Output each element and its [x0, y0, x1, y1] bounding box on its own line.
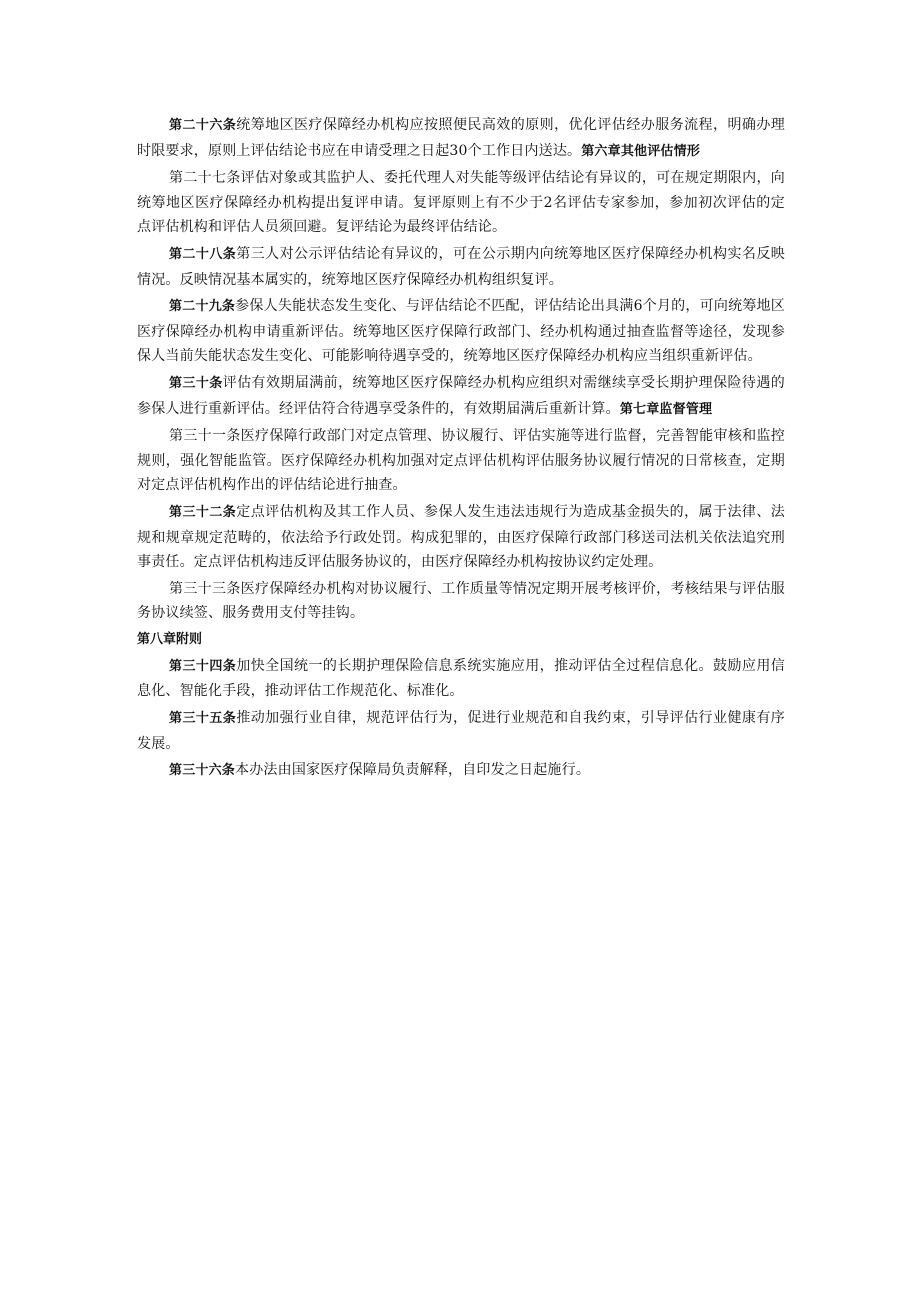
- article-text: 评估有效期届满前，统筹地区医疗保障经办机构应组织对需继续享受长期护理保险待遇的参保人进行重新评估。经评估符合待遇享受条件的，有效期届满后重新计算。: [137, 374, 785, 417]
- article-30: [137, 371, 785, 422]
- article-32: [137, 500, 785, 575]
- article-text: 本办法由国家医疗保障局负责解释，自印发之日起施行。: [235, 762, 591, 779]
- article-text: 推动加强行业自律，规范评估行为，促进行业规范和自我约束，引导评估行业健康有序发展。: [137, 710, 785, 752]
- article-28: [137, 242, 785, 292]
- chapter-heading-7: 第七章监督管理: [619, 401, 713, 417]
- article-label: 第三十四条: [169, 658, 237, 674]
- article-text: 医疗保障行政部门对定点管理、协议履行、评估实施等进行监督，完善智能审核和监控规则，强化智能监管。医疗保障经办机构加强对定点评估机构评估服务协议履行情况的日常核查，定期对定点评估机构作出的评估结论进行抽查。: [137, 428, 786, 494]
- article-label: 第三十条: [169, 375, 223, 391]
- document-body: [137, 113, 785, 786]
- article-text: 加快全国统一的长期护理保险信息系统实施应用，推动评估全过程信息化。鼓励应用信息化、智能化手段，推动评估工作规范化、标准化。: [137, 657, 785, 700]
- article-label: 第三十三条: [169, 580, 241, 597]
- article-31: [137, 424, 785, 498]
- article-text: 评估对象或其监护人、委托代理人对失能等级评估结论有异议的，可在规定期限内，向统筹地区医疗保障经办机构提出复评申请。复评原则上有不少于2名评估专家参加，参加初次评估的定点评估机构和评估人员须回避。复评结论为最终评估结论。: [137, 170, 786, 236]
- article-26: [137, 113, 785, 164]
- chapter-heading-8: 第八章附则: [137, 631, 203, 647]
- article-label: 第三十五条: [169, 711, 237, 727]
- article-text: 第三人对公示评估结论有异议的，可在公示期内向统筹地区医疗保障经办机构实名反映情况。反映情况基本属实的，统筹地区医疗保障经办机构组织复评。: [137, 245, 785, 288]
- article-label: 第二十九条: [169, 299, 236, 315]
- article-label: 第二十七条: [169, 170, 241, 187]
- article-label: 第二十八条: [169, 246, 237, 262]
- article-29: [137, 294, 785, 369]
- article-36: [137, 758, 785, 784]
- article-label: 第三十六条: [169, 763, 236, 779]
- article-label: 第三十一条: [169, 428, 241, 445]
- chapter-heading-6: 第六章其他评估情形: [581, 143, 701, 159]
- article-text: 定点评估机构及其工作人员、参保人发生违法违规行为造成基金损失的，属于法律、法规和规章规定范畴的，依法给予行政处罚。构成犯罪的，由医疗保障行政部门移送司法机关依法追究刑事责任。定点评估机构违反评估服务协议的，由医疗保障经办机构按协议约定处理。: [137, 503, 785, 571]
- article-text: 医疗保障经办机构对协议履行、工作质量等情况定期开展考核评价，考核结果与评估服务协议续签、服务费用支付等挂钩。: [137, 580, 786, 622]
- article-33: [137, 577, 785, 626]
- article-text: 统筹地区医疗保障经办机构应按照便民高效的原则，优化评估经办服务流程，明确办理时限要求，原则上评估结论书应在申请受理之日起30个工作日内送达。: [137, 117, 785, 159]
- article-label: 第二十六条: [169, 118, 237, 133]
- article-text: 参保人失能状态发生变化、与评估结论不匹配，评估结论出具满6个月的，可向统筹地区医疗保障经办机构申请重新评估。统筹地区医疗保障行政部门、经办机构通过抽查监督等途径，发现参保人当前失能状态发生变化、可能影响待遇享受的，统筹地区医疗保障经办机构应当组织重新评估。: [137, 298, 785, 365]
- article-label: 第三十二条: [169, 504, 237, 520]
- article-34: [137, 654, 785, 704]
- article-27: [137, 166, 785, 240]
- article-35: [137, 706, 785, 756]
